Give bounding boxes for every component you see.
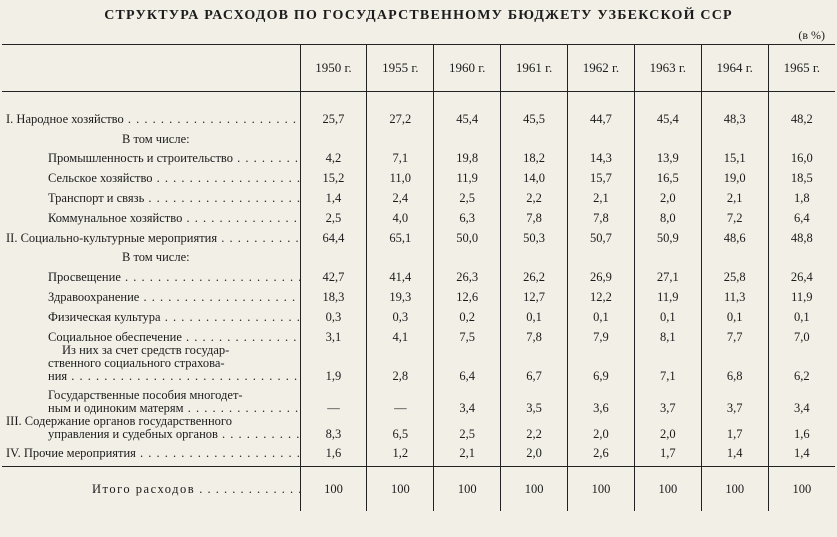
- table-row: [2, 146, 835, 166]
- cell-value: 8,0: [634, 205, 701, 225]
- cell-value: 48,3: [701, 106, 768, 126]
- cell-value: 2,6: [568, 441, 635, 461]
- cell-value: 42,7: [300, 264, 367, 284]
- cell-value: 7,1: [634, 344, 701, 383]
- table-row: [2, 185, 835, 205]
- cell-value: 8,1: [634, 324, 701, 344]
- cell-value: 100: [367, 467, 434, 512]
- cell-value: 3,7: [701, 389, 768, 415]
- cell-value: 6,4: [768, 205, 835, 225]
- row-label: Сельское хозяйство . . .: [2, 171, 300, 185]
- cell-value: 44,7: [568, 106, 635, 126]
- cell-value: 2,2: [501, 185, 568, 205]
- cell-value: 7,1: [367, 146, 434, 166]
- cell-value: 6,3: [434, 205, 501, 225]
- cell-value: 26,2: [501, 264, 568, 284]
- cell-value: 2,0: [634, 415, 701, 441]
- year-header: 1962 г.: [568, 45, 635, 92]
- row-label: IV. Прочие мероприятия . . .: [2, 446, 300, 460]
- cell-value: 27,2: [367, 106, 434, 126]
- subheader-row: [2, 126, 835, 146]
- cell-value: 50,7: [568, 225, 635, 245]
- cell-value: 4,1: [367, 324, 434, 344]
- table-title: СТРУКТУРА РАСХОДОВ ПО ГОСУДАРСТВЕННОМУ БЮДЖЕТУ УЗБЕКСКОЙ ССР: [104, 8, 733, 23]
- cell-value: 100: [701, 467, 768, 512]
- cell-value: 1,6: [300, 441, 367, 461]
- row-label: Здравоохранение . . .: [2, 290, 300, 304]
- cell-value: 12,6: [434, 284, 501, 304]
- cell-value: 14,3: [568, 146, 635, 166]
- cell-value: 3,5: [501, 389, 568, 415]
- cell-value: 26,4: [768, 264, 835, 284]
- year-header: 1963 г.: [634, 45, 701, 92]
- row-label-line: управления и судебных органов . . .: [2, 428, 300, 441]
- cell-value: 100: [568, 467, 635, 512]
- cell-value: 19,8: [434, 146, 501, 166]
- year-header: 1961 г.: [501, 45, 568, 92]
- cell-value: 16,0: [768, 146, 835, 166]
- cell-value: —: [367, 389, 434, 415]
- cell-value: 0,1: [501, 304, 568, 324]
- cell-value: 7,2: [701, 205, 768, 225]
- row-label-line: III. Содержание органов государственного: [6, 414, 232, 428]
- cell-value: 3,1: [300, 324, 367, 344]
- cell-value: 45,5: [501, 106, 568, 126]
- row-label-line: ственного социального страхова-: [48, 356, 225, 370]
- cell-value: 1,7: [701, 415, 768, 441]
- cell-value: 1,4: [300, 185, 367, 205]
- cell-value: 6,2: [768, 344, 835, 383]
- subheader-row: [2, 245, 835, 265]
- cell-value: 13,9: [634, 146, 701, 166]
- cell-value: 2,2: [501, 415, 568, 441]
- total-label: Итого расходов . . .: [2, 482, 300, 496]
- cell-value: 48,8: [768, 225, 835, 245]
- table-row: [2, 225, 835, 245]
- cell-value: 4,2: [300, 146, 367, 166]
- table-row: [2, 205, 835, 225]
- cell-value: 6,7: [501, 344, 568, 383]
- cell-value: 100: [634, 467, 701, 512]
- budget-table: [2, 44, 835, 511]
- cell-value: 1,4: [701, 441, 768, 461]
- cell-value: 1,8: [768, 185, 835, 205]
- cell-value: 7,8: [501, 205, 568, 225]
- cell-value: 18,5: [768, 165, 835, 185]
- cell-value: 100: [300, 467, 367, 512]
- cell-value: 2,1: [434, 441, 501, 461]
- table-row: [2, 441, 835, 461]
- table-row: [2, 324, 835, 344]
- cell-value: 26,9: [568, 264, 635, 284]
- cell-value: 0,3: [367, 304, 434, 324]
- cell-value: 45,4: [634, 106, 701, 126]
- unit-label: (в %): [798, 28, 825, 42]
- row-sublabel: В том числе:: [122, 131, 190, 146]
- cell-value: 11,9: [768, 284, 835, 304]
- cell-value: 50,0: [434, 225, 501, 245]
- table-row: [2, 389, 835, 415]
- row-label: II. Социально-культурные мероприятия . . .: [2, 231, 300, 245]
- row-label: Социальное обеспечение . . .: [2, 330, 300, 344]
- table-row: [2, 284, 835, 304]
- cell-value: 41,4: [367, 264, 434, 284]
- cell-value: 45,4: [434, 106, 501, 126]
- cell-value: 3,4: [768, 389, 835, 415]
- cell-value: 7,8: [568, 205, 635, 225]
- table-row: [2, 344, 835, 383]
- year-header: 1965 г.: [768, 45, 835, 92]
- cell-value: 1,9: [300, 344, 367, 383]
- cell-value: 2,0: [568, 415, 635, 441]
- row-label: Коммунальное хозяйство . . .: [2, 211, 300, 225]
- cell-value: 2,5: [300, 205, 367, 225]
- cell-value: 100: [501, 467, 568, 512]
- cell-value: 7,0: [768, 324, 835, 344]
- cell-value: 6,8: [701, 344, 768, 383]
- table-row: [2, 304, 835, 324]
- row-label: Просвещение . . .: [2, 270, 300, 284]
- row-label: Транспорт и связь . . .: [2, 191, 300, 205]
- year-header: 1964 г.: [701, 45, 768, 92]
- table-row: [2, 165, 835, 185]
- cell-value: 12,2: [568, 284, 635, 304]
- cell-value: 16,5: [634, 165, 701, 185]
- row-label-line: ным и одиноким матерям . . .: [2, 402, 300, 415]
- cell-value: 25,7: [300, 106, 367, 126]
- row-label: I. Народное хозяйство . . .: [2, 112, 300, 126]
- cell-value: 0,1: [634, 304, 701, 324]
- year-header: 1955 г.: [367, 45, 434, 92]
- cell-value: 0,2: [434, 304, 501, 324]
- cell-value: 19,0: [701, 165, 768, 185]
- row-label-line: ния . . .: [2, 370, 300, 383]
- total-row: [2, 467, 835, 512]
- cell-value: —: [300, 389, 367, 415]
- cell-value: 1,2: [367, 441, 434, 461]
- cell-value: 11,9: [434, 165, 501, 185]
- spacer-row: [2, 92, 835, 107]
- cell-value: 11,3: [701, 284, 768, 304]
- table-row: [2, 415, 835, 441]
- cell-value: 11,0: [367, 165, 434, 185]
- cell-value: 3,4: [434, 389, 501, 415]
- cell-value: 2,8: [367, 344, 434, 383]
- year-header: 1950 г.: [300, 45, 367, 92]
- row-label-line: Государственные пособия многодет-: [48, 388, 243, 402]
- cell-value: 0,1: [701, 304, 768, 324]
- cell-value: 25,8: [701, 264, 768, 284]
- cell-value: 6,9: [568, 344, 635, 383]
- row-label-line: Из них за счет средств государ-: [62, 343, 230, 357]
- cell-value: 2,0: [634, 185, 701, 205]
- cell-value: 100: [768, 467, 835, 512]
- cell-value: 11,9: [634, 284, 701, 304]
- header-blank: [2, 45, 300, 92]
- cell-value: 15,2: [300, 165, 367, 185]
- cell-value: 7,9: [568, 324, 635, 344]
- year-header: 1960 г.: [434, 45, 501, 92]
- table-row: [2, 106, 835, 126]
- cell-value: 18,3: [300, 284, 367, 304]
- cell-value: 3,7: [634, 389, 701, 415]
- cell-value: 1,6: [768, 415, 835, 441]
- cell-value: 8,3: [300, 415, 367, 441]
- cell-value: 100: [434, 467, 501, 512]
- row-sublabel: В том числе:: [122, 250, 190, 265]
- cell-value: 2,0: [501, 441, 568, 461]
- cell-value: 3,6: [568, 389, 635, 415]
- cell-value: 1,7: [634, 441, 701, 461]
- cell-value: 48,2: [768, 106, 835, 126]
- row-label: Промышленность и строительство . . .: [2, 151, 300, 165]
- cell-value: 2,5: [434, 185, 501, 205]
- cell-value: 15,7: [568, 165, 635, 185]
- cell-value: 14,0: [501, 165, 568, 185]
- cell-value: 65,1: [367, 225, 434, 245]
- cell-value: 0,1: [568, 304, 635, 324]
- cell-value: 7,7: [701, 324, 768, 344]
- cell-value: 19,3: [367, 284, 434, 304]
- header-row: [2, 45, 835, 92]
- cell-value: 18,2: [501, 146, 568, 166]
- cell-value: 50,3: [501, 225, 568, 245]
- cell-value: 26,3: [434, 264, 501, 284]
- cell-value: 0,3: [300, 304, 367, 324]
- cell-value: 2,1: [568, 185, 635, 205]
- cell-value: 4,0: [367, 205, 434, 225]
- cell-value: 7,5: [434, 324, 501, 344]
- cell-value: 2,5: [434, 415, 501, 441]
- cell-value: 7,8: [501, 324, 568, 344]
- table-row: [2, 264, 835, 284]
- cell-value: 0,1: [768, 304, 835, 324]
- cell-value: 12,7: [501, 284, 568, 304]
- cell-value: 48,6: [701, 225, 768, 245]
- cell-value: 50,9: [634, 225, 701, 245]
- cell-value: 1,4: [768, 441, 835, 461]
- cell-value: 6,5: [367, 415, 434, 441]
- cell-value: 27,1: [634, 264, 701, 284]
- row-label: Физическая культура . . .: [2, 310, 300, 324]
- cell-value: 2,1: [701, 185, 768, 205]
- cell-value: 2,4: [367, 185, 434, 205]
- cell-value: 15,1: [701, 146, 768, 166]
- cell-value: 6,4: [434, 344, 501, 383]
- cell-value: 64,4: [300, 225, 367, 245]
